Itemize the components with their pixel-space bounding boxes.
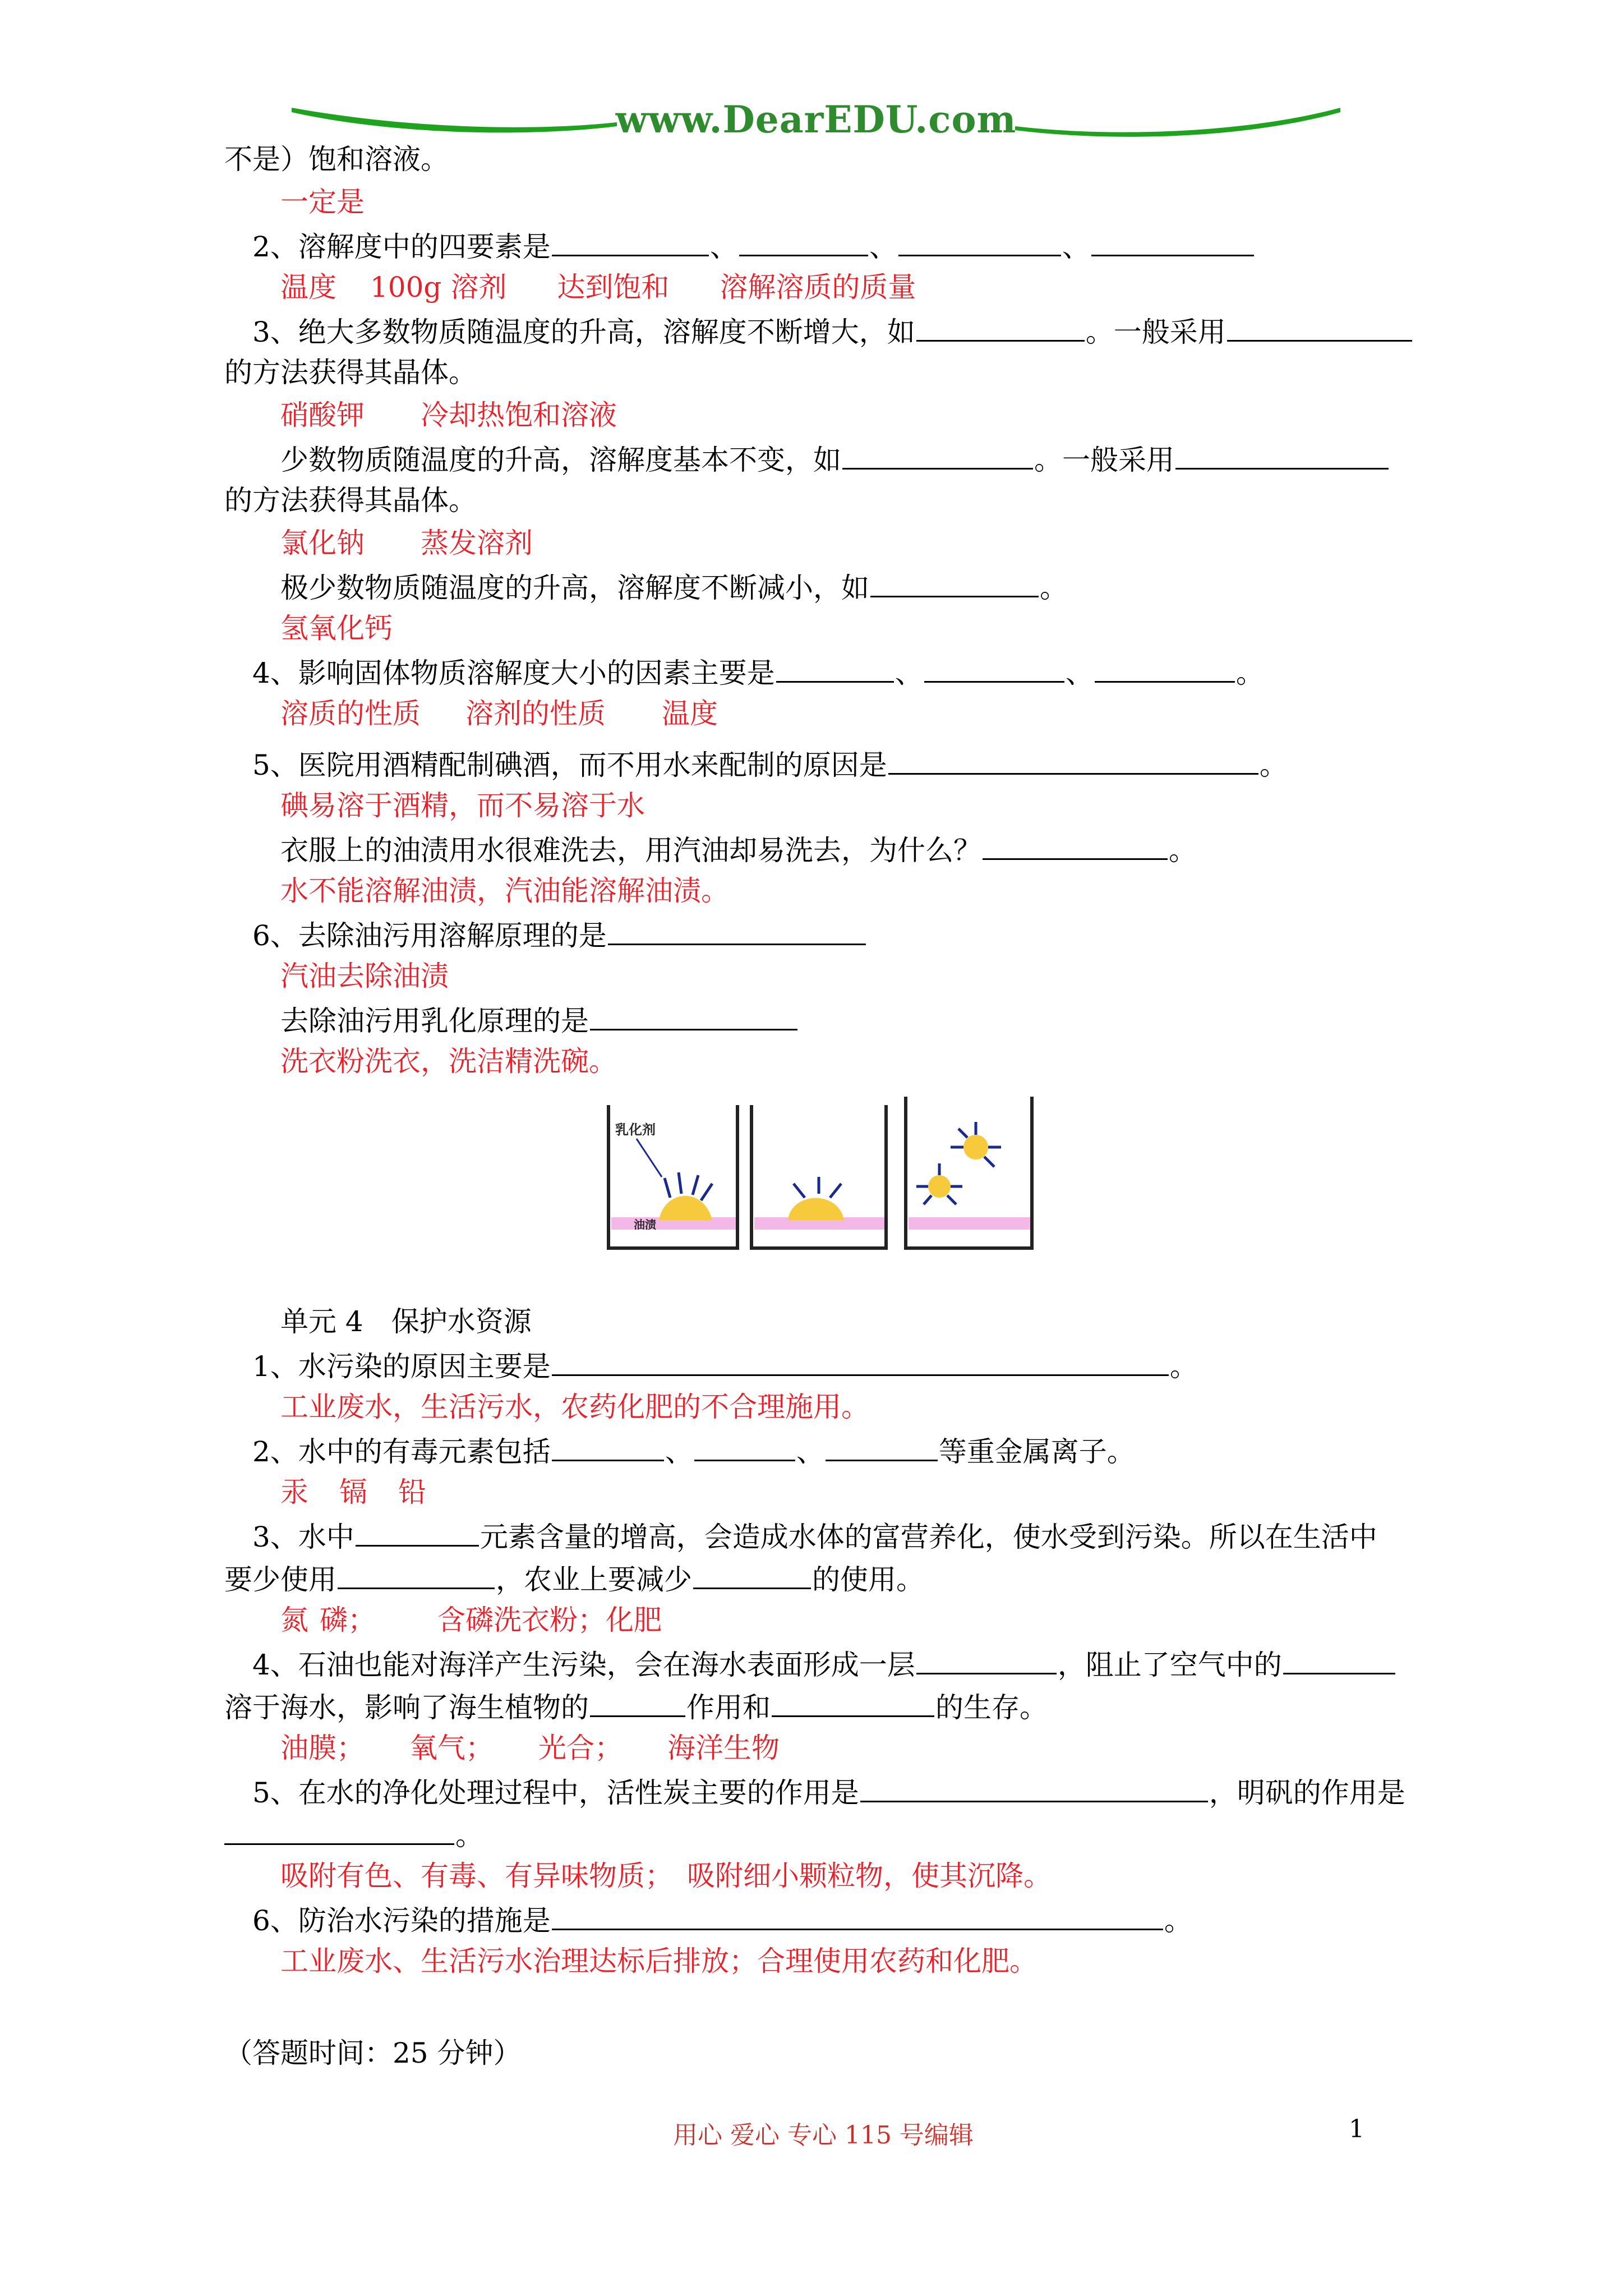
question-3: 3、绝大多数物质随温度的升高，溶解度不断增大，如 。一般采用 [252, 313, 1413, 349]
question-5: 5、医院用酒精配制碘酒，而不用水来配制的原因是 。 [252, 746, 1288, 782]
answer-time: （答题时间：25 分钟） [224, 2037, 522, 2069]
answer-line: 一定是 [280, 186, 365, 218]
answer-3e: 氢氧化钙 [280, 612, 393, 645]
u-question-5: 5、在水的净化处理过程中，活性炭主要的作用是 ，明矾的作用是 [252, 1774, 1405, 1810]
footer-text: 用心 爱心 专心 115 号编辑 [673, 2121, 974, 2150]
u-answer-2: 汞 镉 铅 [280, 1476, 426, 1508]
u-question-3: 3、水中 元素含量的增高，会造成水体的富营养化，使水受到污染。所以在生活中 [252, 1518, 1377, 1554]
question-3e: 极少数物质随温度的升高，溶解度不断减小，如 。 [280, 569, 1068, 605]
u-question-1: 1、水污染的原因主要是 。 [252, 1347, 1198, 1383]
u-answer-1: 工业废水，生活污水，农药化肥的不合理施用。 [280, 1391, 869, 1423]
answer-6: 汽油去除油渍 [280, 960, 449, 992]
oil-stain-label: 油渍 [634, 1218, 656, 1231]
answer-5b: 水不能溶解油渍，汽油能溶解油渍。 [280, 875, 729, 907]
text-line: 不是）饱和溶液。 [224, 143, 449, 176]
u-answer-5: 吸附有色、有毒、有异味物质； 吸附细小颗粒物，使其沉降。 [280, 1860, 1052, 1892]
question-6b: 去除油污用乳化原理的是 [280, 1002, 799, 1038]
site-title: www.DearEDU.com [615, 98, 1017, 141]
answer-4: 溶质的性质 溶剂的性质 温度 [280, 697, 718, 730]
u-answer-6: 工业废水、生活污水治理达标后排放；合理使用农药和化肥。 [280, 1945, 1038, 1977]
text-line: 的方法获得其晶体。 [224, 356, 477, 389]
unit-heading: 单元 4 保护水资源 [280, 1305, 532, 1338]
answer-5: 碘易溶于酒精，而不易溶于水 [280, 789, 645, 822]
text-line: 的方法获得其晶体。 [224, 484, 477, 517]
question-5b: 衣服上的油渍用水很难洗去，用汽油却易洗去，为什么？ 。 [280, 831, 1197, 867]
answer-6b: 洗衣粉洗衣，洗洁精洗碗。 [280, 1045, 617, 1078]
page-number: 1 [1349, 2115, 1364, 2143]
question-4: 4、影响固体物质溶解度大小的因素主要是 、 、 。 [252, 654, 1264, 690]
u-question-4: 4、石油也能对海洋产生污染，会在海水表面形成一层 ，阻止了空气中的 [252, 1646, 1396, 1682]
u-question-2: 2、水中的有毒元素包括 、 、 等重金属离子。 [252, 1433, 1135, 1469]
u-question-3b: 要少使用 ，农业上要减少 的使用。 [224, 1561, 924, 1596]
u-question-6: 6、防治水污染的措施是 。 [252, 1902, 1192, 1938]
question-2: 2、溶解度中的四要素是 、 、 、 [252, 228, 1255, 264]
u-question-4b: 溶于海水，影响了海生植物的 作用和 的生存。 [224, 1688, 1048, 1724]
u-question-5b: 。 [224, 1816, 483, 1852]
emulsion-figure [603, 1094, 1035, 1257]
question-6: 6、去除油污用溶解原理的是 [252, 917, 867, 953]
emulsifier-label: 乳化剂 [615, 1122, 656, 1138]
u-answer-4: 油膜； 氧气； 光合； 海洋生物 [280, 1732, 780, 1764]
answer-3: 硝酸钾 冷却热饱和溶液 [280, 399, 617, 431]
emulsion-diagram-icon [603, 1094, 1035, 1257]
answer-3c: 氯化钠 蒸发溶剂 [280, 527, 533, 559]
page-header [292, 95, 1340, 146]
u-answer-3: 氮 磷； 含磷洗衣粉；化肥 [280, 1604, 662, 1636]
question-3c: 少数物质随温度的升高，溶解度基本不变，如 。一般采用 [280, 441, 1390, 477]
answer-2: 温度 100g 溶剂 达到饱和 溶解溶质的质量 [280, 271, 916, 303]
